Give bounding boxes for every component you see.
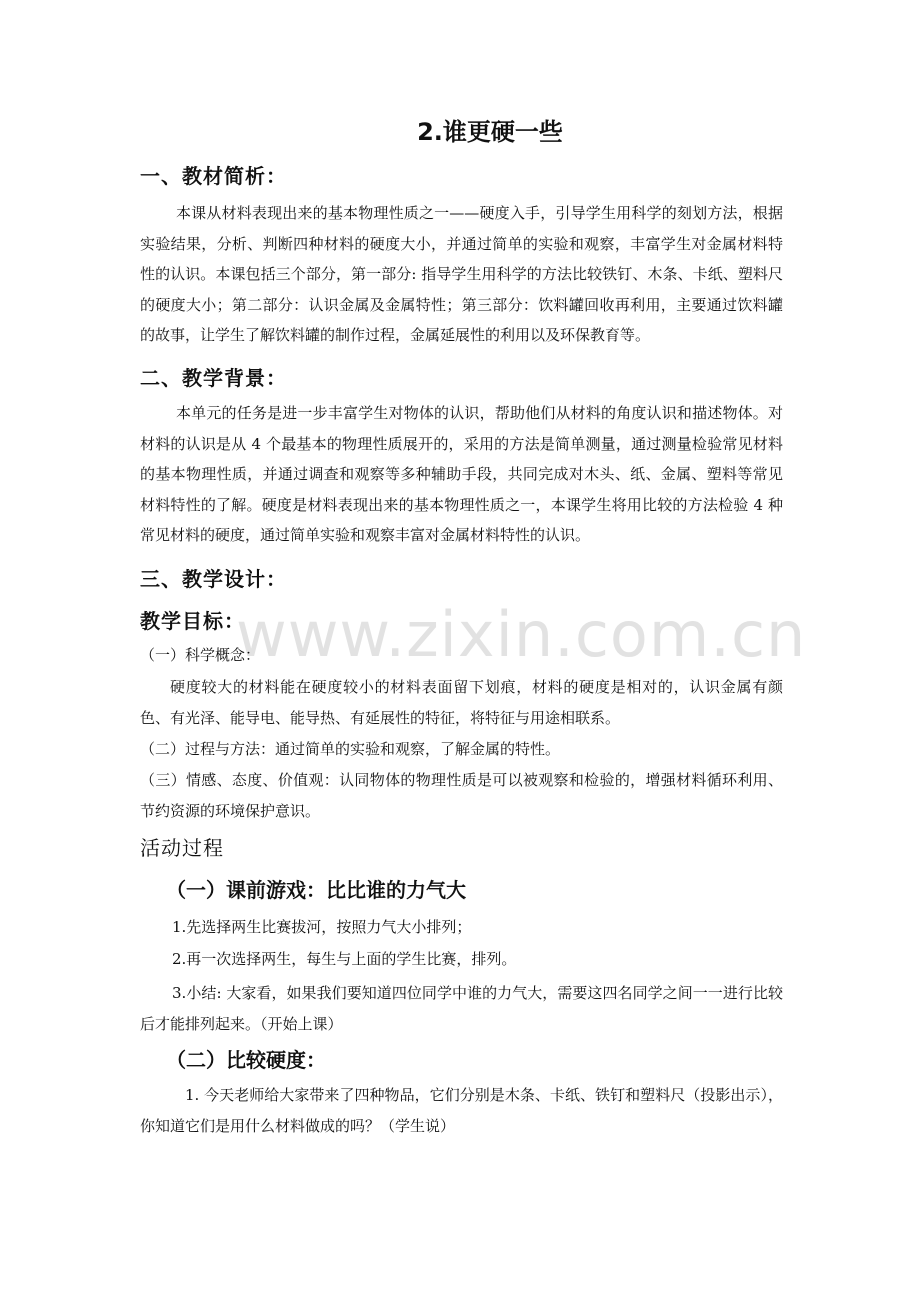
activity-hardness-step-1: 1. 今天老师给大家带来了四种物品，它们分别是木条、卡纸、铁钉和塑料尺（投影出示），你知道它们是用什么材料做成的吗？（学生说）: [140, 1086, 783, 1135]
activity-game-step-3: 3.小结: 大家看，如果我们要知道四位同学中谁的力气大，需要这四名同学之间一一进行比较后才能排列起来。（开始上课）: [140, 984, 783, 1033]
analysis-paragraph: 本课从材料表现出来的基本物理性质之一——硬度入手，引导学生用科学的刻划方法，根据实验结果，分析、判断四种材料的硬度大小，并通过简单的实验和观察，丰富学生对金属材料特性的认识。本课包括三个部分，第一部分: 指导学生用科学的方法比较铁钉、木条、卡纸、塑料尺的硬度大小；第二部分：认识金属及金属特性；第三部分：饮料罐回收再利用，主要通过饮料罐的故事，让学生了解饮料罐的制作过程，金属延展性的利用以及环保教育等。: [140, 204, 783, 344]
goal-concept-label: （一）科学概念：: [140, 646, 261, 664]
activity-game-step-2: 2.再一次选择两生，每生与上面的学生比赛，排列。: [172, 950, 517, 968]
watermark: www.zixin.com.cn: [236, 598, 807, 671]
activity-game-heading: （一）课前游戏：比比谁的力气大: [166, 878, 466, 902]
activity-game-step-1: 1.先选择两生比赛拔河，按照力气大小排列；: [172, 918, 472, 936]
goal-concept-text: 硬度较大的材料能在硬度较小的材料表面留下划痕，材料的硬度是相对的，认识金属有颜色、有光泽、能导电、能导热、有延展性的特征，将特征与用途相联系。: [140, 678, 783, 727]
section-heading-design: 三、教学设计：: [140, 567, 287, 591]
activity-heading: 活动过程: [140, 836, 224, 860]
background-paragraph: 本单元的任务是进一步丰富学生对物体的认识，帮助他们从材料的角度认识和描述物体。对材料的认识是从 4 个最基本的物理性质展开的，采用的方法是简单测量，通过测量检验常见材料的基本物理性质，并通过调查和观察等多种辅助手段，共同完成对木头、纸、金属、塑料等常见材料特性的了解。硬度是材料表现出来的基本物理性质之一，本课学生将用比较的方法检验 4 种常见材料的硬度，通过简单实验和观察丰富对金属材料特性的认识。: [140, 404, 783, 544]
goal-process-method: （二）过程与方法：通过简单的实验和观察，了解金属的特性。: [140, 740, 561, 758]
activity-hardness-heading: （二）比较硬度：: [166, 1048, 326, 1072]
section-heading-analysis: 一、教材简析：: [140, 164, 287, 188]
section-heading-background: 二、教学背景：: [140, 366, 287, 390]
page-title: 2.谁更硬一些: [417, 118, 563, 146]
goal-values: （三）情感、态度、价值观：认同物体的物理性质是可以被观察和检验的，增强材料循环利用、节约资源的环境保护意识。: [140, 771, 783, 820]
goals-heading: 教学目标：: [140, 609, 245, 633]
